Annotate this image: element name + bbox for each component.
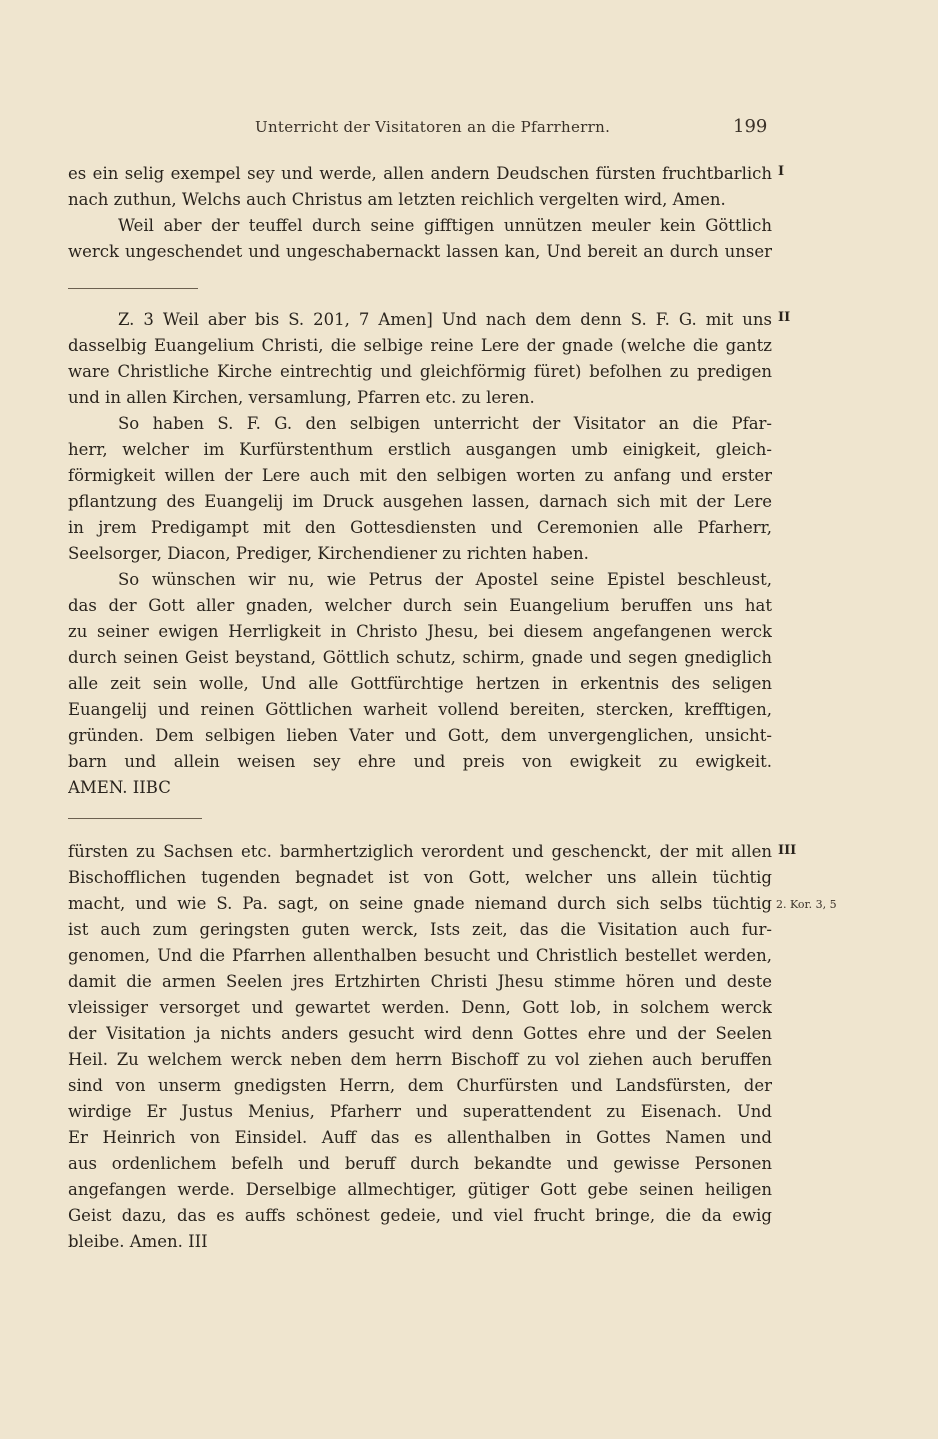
text-line: Euangelij und reinen Göttlichen warheit vollend bereiten, stercken, krefftigen, xyxy=(68,700,772,719)
apparatus-line: Z. 3 Weil aber bis S. 201, 7 Amen] Und nach dem denn S. F. G. mit uns xyxy=(118,310,772,329)
text-line: Geist dazu, das es auffs schönest gedeie, und viel frucht bringe, die da ewig xyxy=(68,1206,772,1225)
text-line: AMEN. IIBC xyxy=(68,778,171,797)
text-line: nach zuthun, Welchs auch Christus am letzten reichlich vergelten wird, Amen. xyxy=(68,190,726,209)
text-line: ware Christliche Kirche eintrechtig und gleichförmig füret) befolhen zu predigen xyxy=(68,362,772,381)
text-line: fürsten zu Sachsen etc. barmhertziglich verordent und geschenckt, der mit allen xyxy=(68,842,772,861)
text-line: durch seinen Geist beystand, Göttlich schutz, schirm, gnade und segen gnediglich xyxy=(68,648,772,667)
text-line: Bischofflichen tugenden begnadet ist von Gott, welcher uns allein tüchtig xyxy=(68,868,772,887)
text-line: werck ungeschendet und ungeschabernackt lassen kan, Und bereit an durch unser xyxy=(68,242,772,261)
text-line: wirdige Er Justus Menius, Pfarherr und superattendent zu Eisenach. Und xyxy=(68,1102,772,1121)
text-line: So haben S. F. G. den selbigen unterricht der Visitator an die Pfar- xyxy=(118,414,772,433)
text-line: das der Gott aller gnaden, welcher durch sein Euangelium beruffen uns hat xyxy=(68,596,772,615)
text-line: damit die armen Seelen jres Ertzhirten Christi Jhesu stimme hören und deste xyxy=(68,972,772,991)
running-head: Unterricht der Visitatoren an die Pfarrherrn. xyxy=(255,118,611,136)
text-line: pflantzung des Euangelij im Druck ausgehen lassen, darnach sich mit der Lere xyxy=(68,492,772,511)
text-line: macht, und wie S. Pa. sagt, on seine gnade niemand durch sich selbs tüchtig xyxy=(68,894,772,913)
text-line: barn und allein weisen sey ehre und preis von ewigkeit zu ewigkeit. xyxy=(68,752,772,771)
text-line: aus ordenlichem befelh und beruff durch bekandte und gewisse Personen xyxy=(68,1154,772,1173)
text-line: genomen, Und die Pfarrhen allenthalben besucht und Christlich bestellet werden, xyxy=(68,946,772,965)
text-line: sind von unserm gnedigsten Herrn, dem Churfürsten und Landsfürsten, der xyxy=(68,1076,772,1095)
text-line: dasselbig Euangelium Christi, die selbige reine Lere der gnade (welche die gantz xyxy=(68,336,772,355)
text-line: Weil aber der teuffel durch seine gifftigen unnützen meuler kein Göttlich xyxy=(118,216,772,235)
text-line: förmigkeit willen der Lere auch mit den selbigen worten zu anfang und erster xyxy=(68,466,772,485)
text-block-2 xyxy=(68,307,772,801)
text-line: So wünschen wir nu, wie Petrus der Apostel seine Epistel beschleust, xyxy=(118,570,772,589)
text-block-1 xyxy=(68,161,772,265)
text-line: Heil. Zu welchem werck neben dem herrn Bischoff zu vol ziehen auch beruffen xyxy=(68,1050,772,1069)
separator-rule xyxy=(68,818,202,819)
text-line: ist auch zum geringsten guten werck, Ists zeit, das die Visitation auch fur- xyxy=(68,920,772,939)
text-line: der Visitation ja nichts anders gesucht wird denn Gottes ehre und der Seelen xyxy=(68,1024,772,1043)
text-line: angefangen werde. Derselbige allmechtiger, gütiger Gott gebe seinen heiligen xyxy=(68,1180,772,1199)
text-line: es ein selig exempel sey und werde, allen andern Deudschen fürsten fruchtbarlich xyxy=(68,164,772,183)
variant-marker-3: III xyxy=(778,843,797,858)
page-number: 199 xyxy=(733,116,768,137)
margin-note-bible-reference: 2. Kor. 3, 5 xyxy=(776,898,837,911)
text-line: gründen. Dem selbigen lieben Vater und Gott, dem unvergenglichen, unsicht- xyxy=(68,726,772,745)
text-block-3 xyxy=(68,839,772,1255)
text-line: und in allen Kirchen, versamlung, Pfarren etc. zu leren. xyxy=(68,388,535,407)
text-line: herr, welcher im Kurfürstenthum erstlich ausgangen umb einigkeit, gleich- xyxy=(68,440,772,459)
variant-marker-1: I xyxy=(778,164,785,179)
text-line: Seelsorger, Diacon, Prediger, Kirchendiener zu richten haben. xyxy=(68,544,589,563)
text-line: in jrem Predigampt mit den Gottesdiensten und Ceremonien alle Pfarherr, xyxy=(68,518,772,537)
separator-rule xyxy=(68,288,198,289)
text-line: alle zeit sein wolle, Und alle Gottfürchtige hertzen in erkentnis des seligen xyxy=(68,674,772,693)
variant-marker-2: II xyxy=(778,310,791,325)
text-line: Er Heinrich von Einsidel. Auff das es allenthalben in Gottes Namen und xyxy=(68,1128,772,1147)
text-line: zu seiner ewigen Herrligkeit in Christo Jhesu, bei diesem angefangenen werck xyxy=(68,622,772,641)
text-line: bleibe. Amen. III xyxy=(68,1232,208,1251)
text-line: vleissiger versorget und gewartet werden. Denn, Gott lob, in solchem werck xyxy=(68,998,772,1017)
